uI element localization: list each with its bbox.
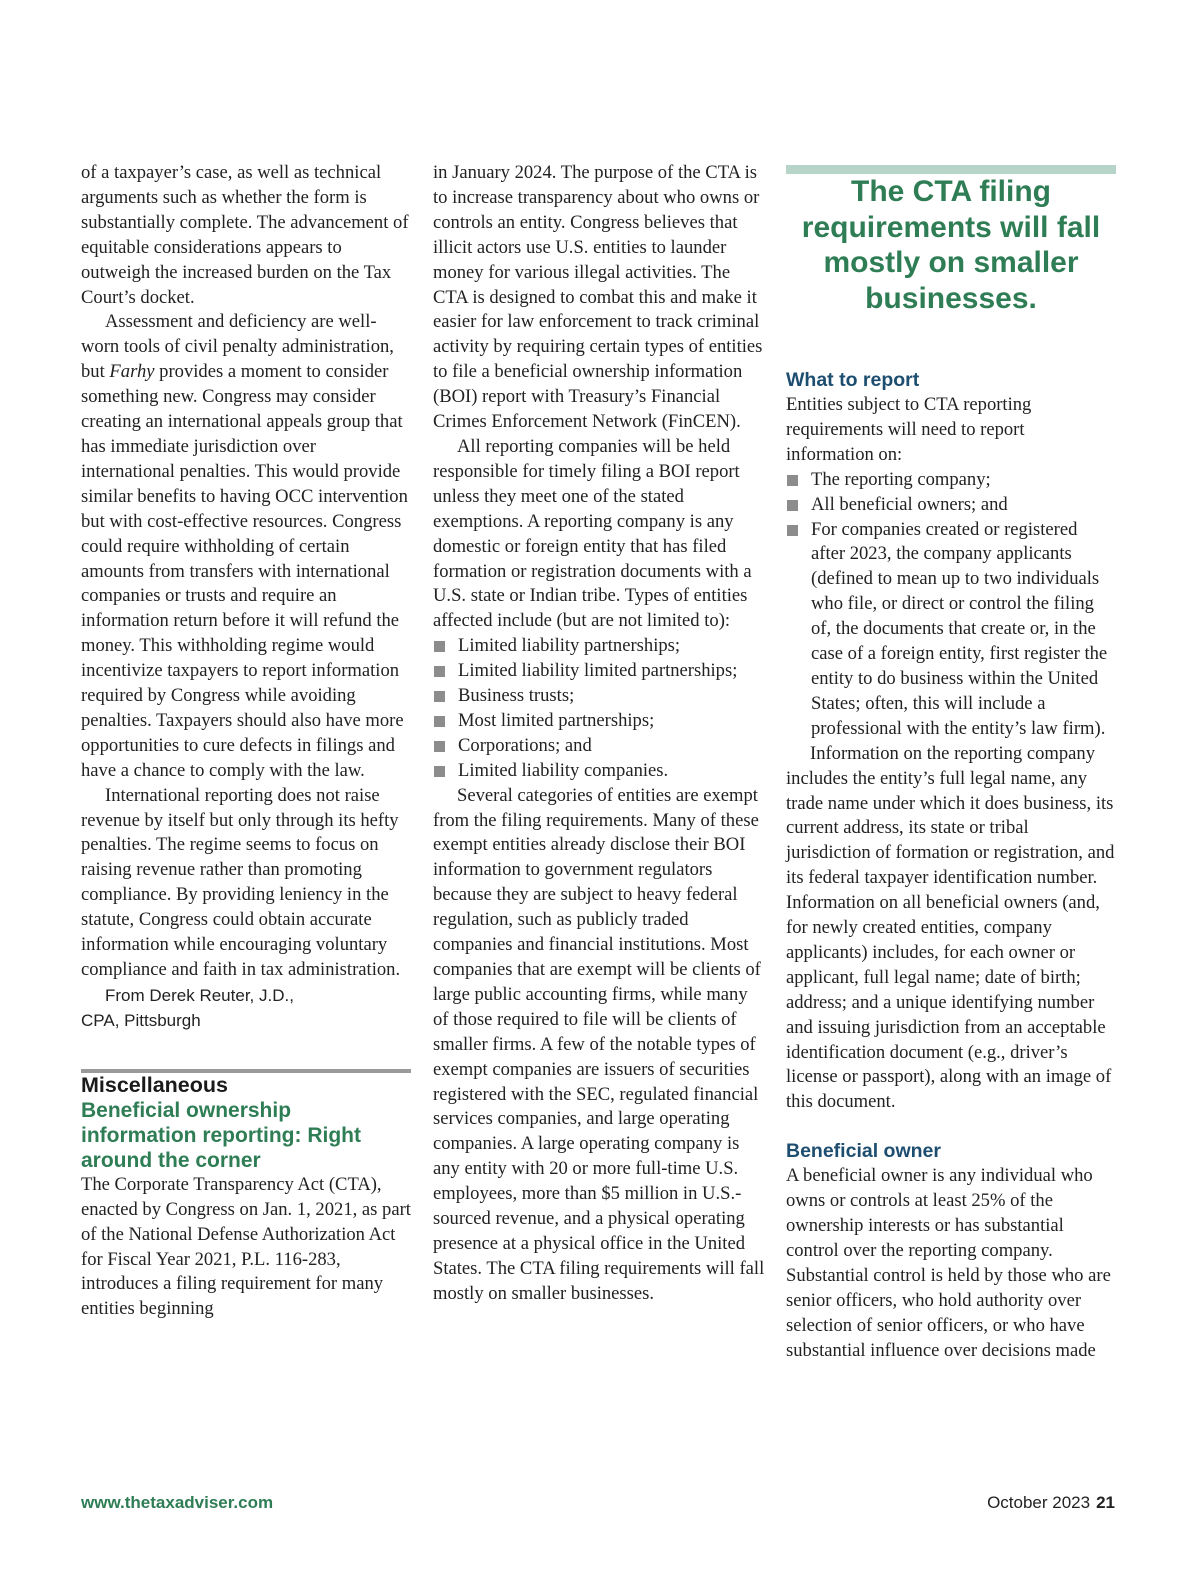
paragraph: A beneficial owner is any individual who owns or controls at least 25% of the ownership interests or has substantial control over the reporting company. Substantial control is held by those who are senior officers, who hold authority over selection of senior officers, or who have substantial influence over decisions made (786, 1165, 1111, 1361)
paragraph: of a taxpayer’s case, as well as technical arguments such as whether the form is substantially complete. The advancement of equitable considerations appears to outweigh the increased burden on the Tax Court’s docket. (81, 162, 409, 308)
article-title: Beneficial ownership information reporting: Right around the corner (81, 1098, 361, 1172)
subheading: What to report (786, 369, 920, 391)
entity-type-list (433, 634, 765, 783)
list-item: Limited liability partnerships; (433, 634, 765, 659)
paragraph: Entities subject to CTA reporting requirements will need to report information on: (786, 394, 1032, 465)
spacer (786, 1115, 1116, 1139)
list-item: The reporting company; (786, 468, 1116, 493)
author-credit (81, 983, 411, 1033)
case-name: Farhy (109, 361, 155, 383)
list-item: For companies created or registered after 2023, the company applicants (defined to mean up to two individuals who file, or direct or control the filing of, the documents that create or, in the case of a foreign entity, first register the entity to do business within the United States; often, this will include a professional with the entity’s law firm). (786, 518, 1116, 742)
text-run: provides a moment to consider something new. Congress may consider creating an international appeals group that has immediate jurisdiction over international penalties. This would provide similar benefits to having OCC intervention but with cost-effective resources. Congress could require withholding of certain amounts from transfers with international companies or trusts and require an information return before it will refund the money. This withholding regime would incentivize taxpayers to report information required by Congress while avoiding penalties. Taxpayers should also have more opportunities to cure defects in filings and have a chance to comply with the law. (81, 361, 408, 781)
credit-line: From Derek Reuter, J.D., (105, 985, 294, 1005)
paragraph: All reporting companies will be held responsible for timely filing a BOI report unless they meet one of the stated exemptions. A reporting company is any domestic or foreign entity that has filed formation or registration documents with a U.S. state or Indian tribe. Types of entities affected include (but are not limited to): (433, 435, 752, 632)
paragraph (81, 310, 411, 783)
list-item: Most limited partnerships; (433, 709, 765, 734)
paragraph: Information on the reporting company includes the entity’s full legal name, any trade name under which it does business, its current address, its state or tribal jurisdiction of formation or registration, and its federal taxpayer identification number. Information on all beneficial owners (and, for newly created entities, company applicants) includes, for each owner or applicant, full legal name; date of birth; address; and a unique identifying number and issuing jurisdiction from an acceptable identification document (e.g., driver’s license or passport), along with an image of this document. (786, 742, 1115, 1113)
list-item: Business trusts; (433, 684, 765, 709)
column-3 (786, 161, 1116, 1364)
section-heading: Miscellaneous (81, 1072, 228, 1097)
page-number: 21 (1096, 1493, 1115, 1512)
paragraph: The Corporate Transparency Act (CTA), enacted by Congress on Jan. 1, 2021, as part of the National Defense Authorization Act for Fiscal Year 2021, P.L. 116-283, introduces a filing requirement for many entities beginning (81, 1173, 411, 1320)
list-item: All beneficial owners; and (786, 493, 1116, 518)
subheading: Beneficial owner (786, 1140, 941, 1163)
list-item: Limited liability limited partnerships; (433, 659, 765, 684)
footer-url[interactable] (81, 1493, 273, 1513)
column-2 (433, 161, 765, 1307)
paragraph: Several categories of entities are exempt from the filing requirements. Many of these exempt entities already disclose their BOI information to government regulators because they are subject to heavy federal regulation, such as publicly traded companies and financial institutions. Most companies that are exempt will be clients of large public accounting firms, while many of those required to file will be clients of smaller firms. A few of the notable types of exempt companies are issuers of securities registered with the SEC, regulated financial services companies, and large operating companies. A large operating company is any entity with 20 or more full-time U.S. employees, more than $5 million in U.S.-sourced revenue, and a physical operating presence at a physical office in the United States. The CTA filing requirements will fall mostly on smaller businesses. (433, 784, 765, 1304)
credit-line: CPA, Pittsburgh (81, 1010, 201, 1030)
pull-quote-rule (786, 165, 1116, 174)
report-items-list (786, 468, 1116, 742)
footer-url-text: www.thetaxadviser.com (81, 1493, 274, 1512)
column-1 (81, 161, 411, 1322)
list-item: Corporations; and (433, 734, 765, 759)
issue-date: October 2023 (987, 1493, 1091, 1512)
spacer (786, 316, 1116, 368)
pull-quote: The CTA filing requirements will fall mostly on smaller businesses. (801, 175, 1101, 315)
paragraph: in January 2024. The purpose of the CTA is to increase transparency about who owns or controls an entity. Congress believes that illicit actors use U.S. entities to launder money for various illegal activities. The CTA is designed to combat this and make it easier for law enforcement to track criminal activity by requiring certain types of entities to file a beneficial ownership information (BOI) report with Treasury’s Financial Crimes Enforcement Network (FinCEN). (433, 162, 763, 433)
footer-date-page (987, 1493, 1115, 1513)
text-run: Assessment and deficiency are well-worn tools of civil penalty administration, but (81, 311, 394, 383)
paragraph: International reporting does not raise revenue by itself but only through its hefty penalties. The regime seems to focus on raising revenue rather than promoting compliance. By providing leniency in the statute, Congress could obtain accurate information while encouraging voluntary compliance and faith in tax administration. (81, 784, 401, 980)
list-item: Limited liability companies. (433, 759, 765, 784)
